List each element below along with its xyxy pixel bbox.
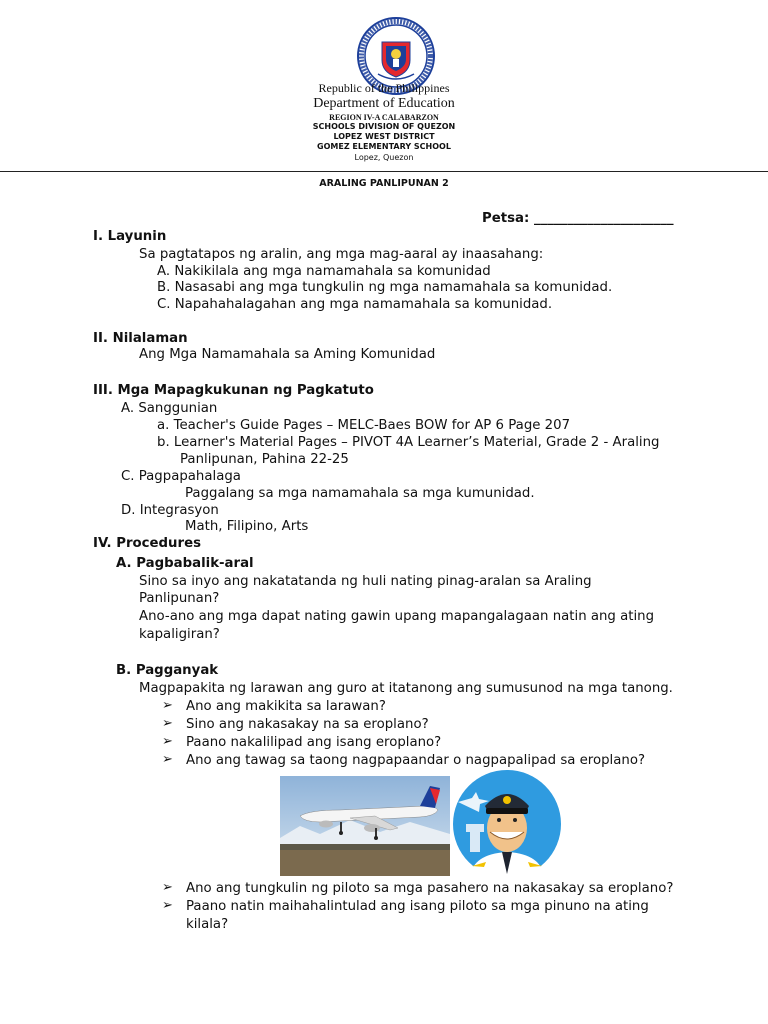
layunin-item-c: C. Napahahalagahan ang mga namamahala sa komunidad. [157, 297, 553, 312]
reference-a: a. Teacher's Guide Pages – MELC-Baes BOW for AP 6 Page 207 [157, 418, 571, 433]
header-rule [0, 171, 768, 172]
pagganyak-heading: B. Pagganyak [116, 663, 219, 678]
procedures-heading: IV. Procedures [93, 536, 202, 551]
question-6: Paano natin maihahalintulad ang isang piloto sa mga pinuno na ating [186, 899, 649, 914]
pagbabalik-line-3: Ano-ano ang mga dapat nating gawin upang mapangalagaan natin ang ating [139, 609, 655, 624]
header-district: LOPEZ WEST DISTRICT [333, 132, 435, 141]
question-3: Paano nakalilipad ang isang eroplano? [186, 735, 442, 750]
question-6-cont: kilala? [186, 917, 229, 932]
arrow-bullet-icon: ➢ [162, 716, 173, 731]
integrasyon-text: Math, Filipino, Arts [185, 519, 309, 534]
arrow-bullet-icon: ➢ [162, 698, 173, 713]
header-division: SCHOOLS DIVISION OF QUEZON [312, 122, 456, 131]
question-1: Ano ang makikita sa larawan? [186, 699, 386, 714]
integrasyon-label: D. Integrasyon [121, 503, 219, 518]
mapagkukunan-heading: III. Mga Mapagkukunan ng Pagkatuto [93, 383, 374, 398]
question-2: Sino ang nakasakay na sa eroplano? [186, 717, 429, 732]
layunin-intro: Sa pagtatapos ng aralin, ang mga mag-aaral ay inaasahang: [139, 247, 544, 262]
arrow-bullet-icon: ➢ [162, 880, 173, 895]
question-5: Ano ang tungkulin ng piloto sa mga pasahero na nakasakay sa eroplano? [186, 881, 674, 896]
layunin-item-b: B. Nasasabi ang mga tungkulin ng mga namamahala sa komunidad. [157, 280, 613, 295]
petsa-line: Petsa: _____________________ [482, 211, 674, 226]
pagbabalik-line-4: kapaligiran? [139, 627, 220, 642]
reference-b: b. Learner's Material Pages – PIVOT 4A Learner’s Material, Grade 2 - Araling [157, 435, 660, 450]
pagpapahalaga-text: Paggalang sa mga namamahala sa mga kumunidad. [185, 486, 535, 501]
pagganyak-intro: Magpapakita ng larawan ang guro at itatanong ang sumusunod na mga tanong. [139, 681, 673, 696]
sanggunian-label: A. Sanggunian [121, 401, 218, 416]
subject-title: ARALING PANLIPUNAN 2 [319, 178, 449, 189]
layunin-heading: I. Layunin [93, 229, 167, 244]
nilalaman-heading: II. Nilalaman [93, 331, 188, 346]
question-4: Ano ang tawag sa taong nagpapaandar o nagpapalipad sa eroplano? [186, 753, 646, 768]
pagbabalik-line-1: Sino sa inyo ang nakatatanda ng huli nating pinag-aralan sa Araling [139, 574, 592, 589]
header-school: GOMEZ ELEMENTARY SCHOOL [317, 142, 451, 151]
arrow-bullet-icon: ➢ [162, 734, 173, 749]
header-location: Lopez, Quezon [354, 153, 414, 162]
airplane-photo [280, 776, 450, 876]
arrow-bullet-icon: ➢ [162, 898, 173, 913]
arrow-bullet-icon: ➢ [162, 752, 173, 767]
layunin-item-a: A. Nakikilala ang mga namamahala sa komunidad [157, 264, 491, 279]
reference-b-cont: Panlipunan, Pahina 22-25 [180, 452, 349, 467]
nilalaman-text: Ang Mga Namamahala sa Aming Komunidad [139, 347, 436, 362]
pagbabalik-line-2: Panlipunan? [139, 591, 220, 606]
header-department: Department of Education [313, 96, 455, 111]
header-region: REGION IV-A CALABARZON [329, 113, 439, 122]
pilot-illustration [450, 770, 564, 878]
header-republic: Republic of the Philippines [318, 81, 450, 95]
pagbabalik-aral-heading: A. Pagbabalik-aral [116, 556, 254, 571]
pagpapahalaga-label: C. Pagpapahalaga [121, 469, 241, 484]
